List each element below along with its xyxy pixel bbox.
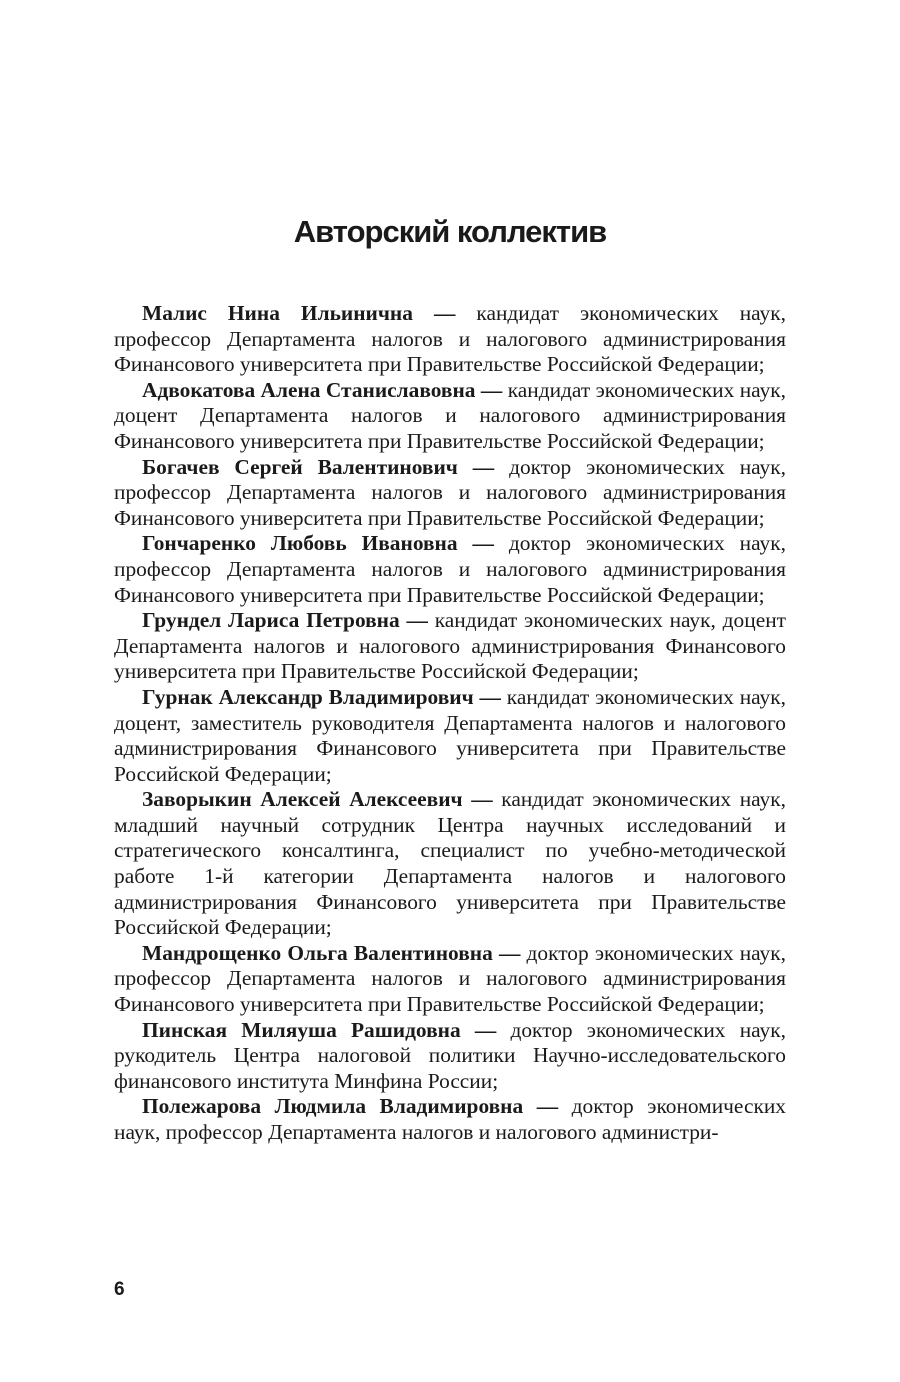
author-description: кандидат экономических наук, младший научный сотрудник Центра научных исследований и стратегического консалтинга, специалист по учебно-методической работе 1-й категории Департамента налогов и налогового администрирования Финансового университета при Правительстве Российской Федерации; xyxy=(114,787,786,940)
author-description: доктор экономических наук, профессор Департамента налогов и налогового администрирования Финансового университета при Правительстве Российской Федерации; xyxy=(114,940,786,1017)
author-entry xyxy=(114,608,786,685)
author-description: кандидат экономических наук, доцент, заместитель руководителя Департамента налогов и налогового администрирования Финансового университета при Правительстве Российской Федерации; xyxy=(114,684,786,786)
author-entry xyxy=(114,455,786,532)
author-name: Гончаренко Любовь Ивановна — xyxy=(142,531,494,556)
author-entry xyxy=(114,685,786,787)
author-entry xyxy=(114,787,786,941)
author-name: Мандрощенко Ольга Валентиновна — xyxy=(142,940,521,965)
author-description: кандидат экономических наук, доцент Департамента налогов и налогового администрирования Финансового университета при Правительстве Российской Федерации; xyxy=(114,608,786,684)
author-entry xyxy=(114,378,786,455)
author-name: Заворыкин Алексей Алексеевич — xyxy=(142,787,493,812)
author-name: Грундел Лариса Петровна — xyxy=(142,608,428,633)
author-name: Богачев Сергей Валентинович — xyxy=(142,454,495,479)
author-description: доктор экономических наук, рукодитель Центра налоговой политики Научно-исследовательского финансового института Минфина России; xyxy=(114,1017,786,1093)
author-description: доктор экономических наук, профессор Департамента налогов и налогового администри- xyxy=(114,1094,786,1144)
author-name: Адвокатова Алена Станиславовна — xyxy=(142,377,503,402)
author-name: Пинская Миляуша Рашидовна — xyxy=(142,1017,497,1042)
author-list xyxy=(114,301,786,1146)
author-name: Полежарова Людмила Владимировна — xyxy=(142,1094,559,1119)
author-name: Малис Нина Ильинична — xyxy=(142,301,456,325)
author-entry xyxy=(114,531,786,608)
author-description: доктор экономических наук, профессор Департамента налогов и налогового администрирования Финансового университета при Правительстве Российской Федерации; xyxy=(114,531,786,607)
author-entry xyxy=(114,301,786,378)
author-description: кандидат экономических наук, профессор Департамента налогов и налогового администрирования Финансового университета при Правительстве Российской Федерации; xyxy=(114,301,786,377)
author-description: кандидат экономических наук, доцент Департамента налогов и налогового администрирования Финансового университета при Правительстве Российской Федерации; xyxy=(114,377,787,453)
author-entry xyxy=(114,941,786,1018)
page-title: Авторский коллектив xyxy=(293,214,607,249)
author-entry xyxy=(114,1094,786,1145)
author-entry xyxy=(114,1018,786,1095)
author-description: доктор экономических наук, профессор Департамента налогов и налогового администрирования Финансового университета при Правительстве Российской Федерации; xyxy=(114,454,786,530)
page-number: 6 xyxy=(114,1279,125,1300)
author-name: Гурнак Александр Владимирович — xyxy=(142,684,501,709)
